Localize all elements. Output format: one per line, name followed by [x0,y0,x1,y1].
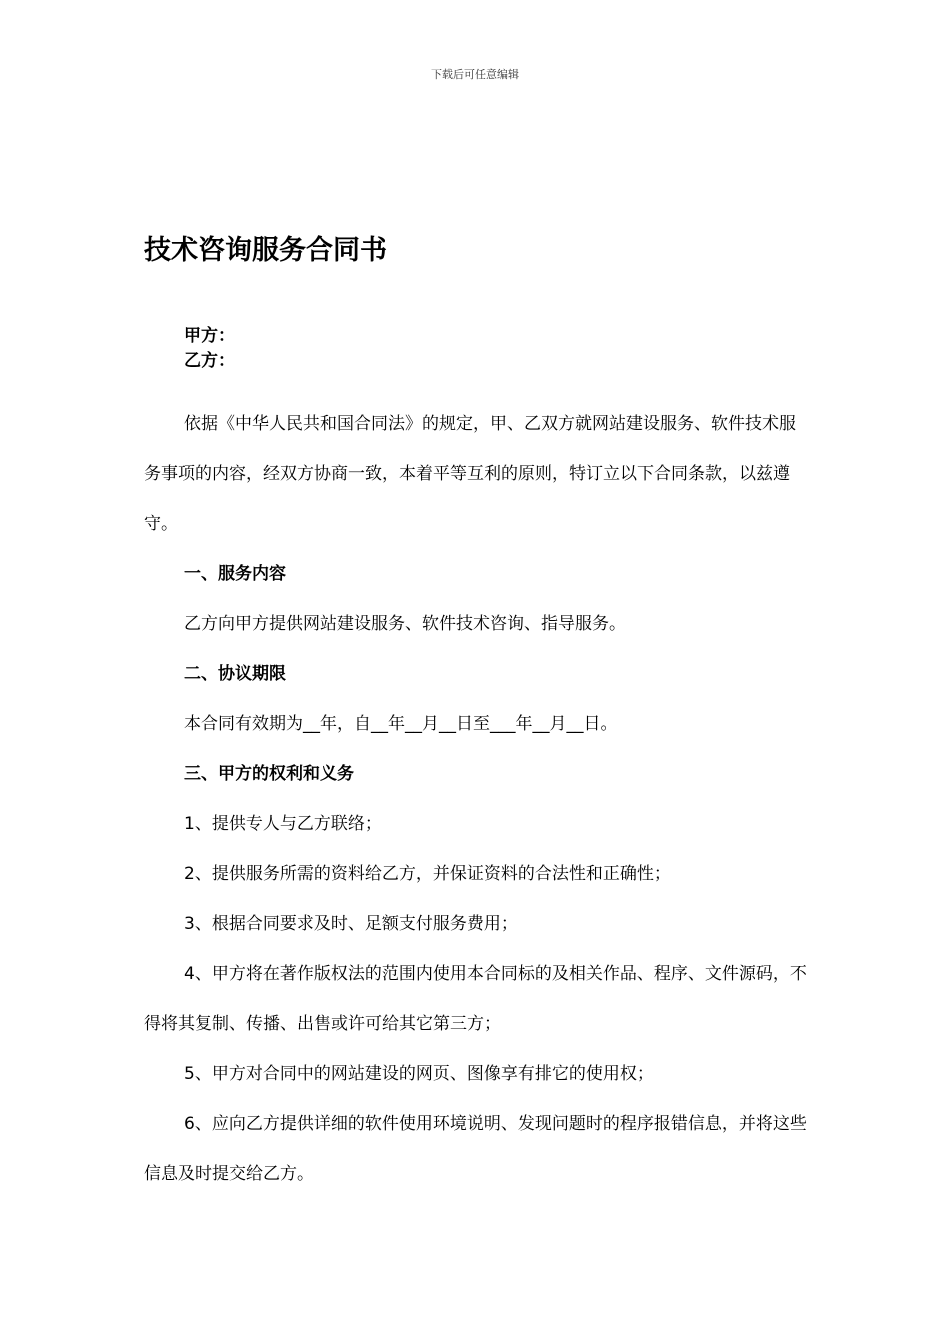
clause-item: 4、甲方将在著作版权法的范围内使用本合同标的及相关作品、程序、文件源码，不得将其复制、传播、出售或许可给其它第三方； [144,964,807,1034]
service-content-paragraph: 乙方向甲方提供网站建设服务、软件技术咨询、指导服务。 [184,614,626,634]
contract-clauses [144,549,810,1199]
clause-item: 2、提供服务所需的资料给乙方，并保证资料的合法性和正确性； [184,864,671,884]
intro-section [144,399,810,549]
section-heading-party-a-rights: 三、甲方的权利和义务 [184,764,354,784]
party-a-label: 甲方： [184,326,235,346]
party-b-label: 乙方： [184,351,235,371]
section-heading-service-content: 一、服务内容 [184,564,286,584]
section-heading-term: 二、协议期限 [184,664,286,684]
clause-item: 3、根据合同要求及时、足额支付服务费用； [184,914,518,934]
header-note: 下载后可任意编辑 [431,68,519,81]
clause-item: 1、提供专人与乙方联络； [184,814,382,834]
term-paragraph: 本合同有效期为__年，自__年__月__日至___年__月__日。 [184,714,618,734]
clause-item: 6、应向乙方提供详细的软件使用环境说明、发现问题时的程序报错信息，并将这些信息及时提交给乙方。 [144,1114,807,1184]
document-title: 技术咨询服务合同书 [144,235,387,266]
clause-item: 5、甲方对合同中的网站建设的网页、图像享有排它的使用权； [184,1064,654,1084]
intro-paragraph: 依据《中华人民共和国合同法》的规定，甲、乙双方就网站建设服务、软件技术服务事项的内容，经双方协商一致，本着平等互利的原则，特订立以下合同条款，以兹遵守。 [144,414,796,534]
